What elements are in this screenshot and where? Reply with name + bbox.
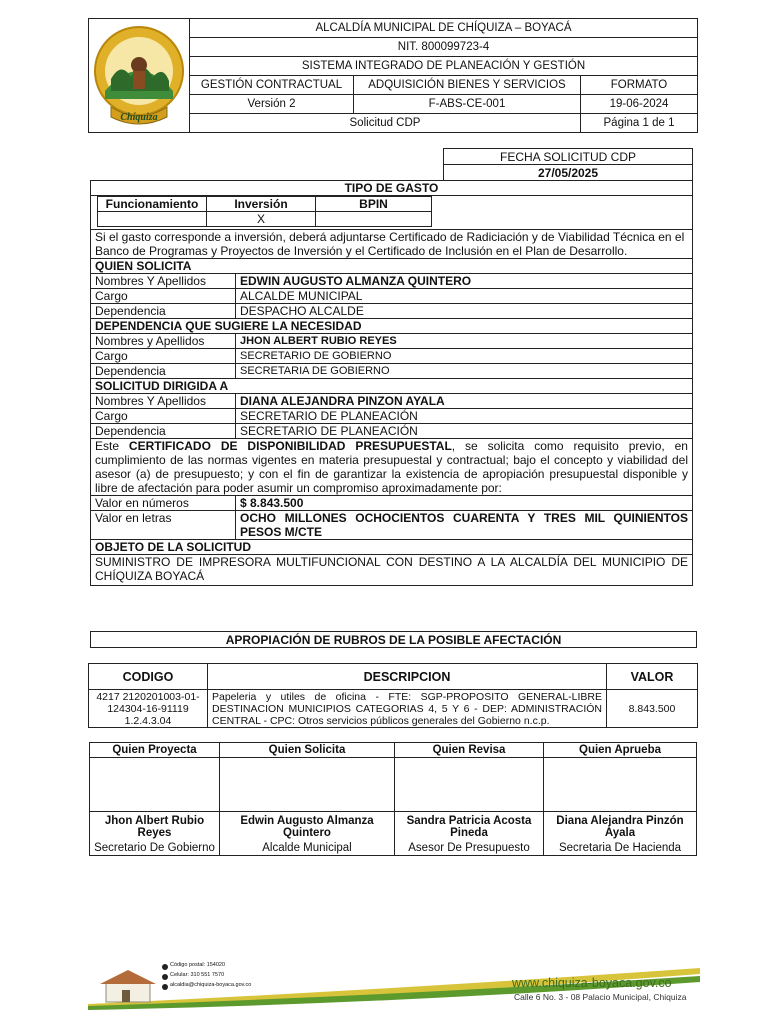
process-name: GESTIÓN CONTRACTUAL bbox=[190, 76, 354, 95]
subprocess-name: ADQUISICIÓN BIENES Y SERVICIOS bbox=[354, 76, 581, 95]
request-date-label: FECHA SOLICITUD CDP bbox=[444, 149, 693, 165]
requester-role: ALCALDE MUNICIPAL bbox=[236, 289, 693, 304]
suggesting-table bbox=[91, 334, 692, 378]
investment-note: Si el gasto corresponde a inversión, deberá adjuntarse Certificado de Radiciación y de Viabilidad Técnica en el Banco de Programas y Proyectos de Inversión y el Certificado de Inclusión en el Plan de Desarrollo. bbox=[91, 230, 693, 259]
statement-pre: Este bbox=[95, 439, 129, 453]
directed-role: SECRETARIO DE PLANEACIÓN bbox=[236, 409, 693, 424]
page-number: Página 1 de 1 bbox=[581, 114, 698, 133]
request-date-box bbox=[443, 148, 693, 181]
amount-num: $ 8.843.500 bbox=[236, 496, 693, 511]
requester-dep-label: Dependencia bbox=[91, 304, 236, 319]
entity-name: ALCALDÍA MUNICIPAL DE CHÍQUIZA – BOYACÁ bbox=[190, 19, 698, 38]
suggesting-title: DEPENDENCIA QUE SUGIERE LA NECESIDAD bbox=[91, 319, 693, 334]
postal-code: Código postal: 154020 bbox=[170, 962, 226, 968]
sig-header-revisa: Quien Revisa bbox=[395, 743, 544, 758]
footer bbox=[88, 960, 700, 1010]
sig-role-aprueba: Secretaria De Hacienda bbox=[544, 842, 697, 856]
rubros-header-desc: DESCRIPCION bbox=[208, 664, 607, 690]
format-date: 19-06-2024 bbox=[581, 95, 698, 114]
cdp-form bbox=[90, 180, 693, 586]
directed-title: SOLICITUD DIRIGIDA A bbox=[91, 379, 693, 394]
statement-bold: CERTIFICADO DE DISPONIBILIDAD PRESUPUESTAL bbox=[128, 439, 452, 453]
sig-name-aprueba: Diana Alejandra Pinzón Ayala bbox=[544, 812, 697, 842]
directed-dep-label: Dependencia bbox=[91, 424, 236, 439]
funcionamiento-mark bbox=[98, 212, 207, 227]
directed-dep: SECRETARIO DE PLANEACIÓN bbox=[236, 424, 693, 439]
statement-text bbox=[91, 439, 693, 496]
phone-number: Celular: 310 551 7570 bbox=[170, 972, 225, 978]
document-name: Solicitud CDP bbox=[190, 114, 581, 133]
email-icon bbox=[162, 984, 168, 990]
requester-name: EDWIN AUGUSTO ALMANZA QUINTERO bbox=[236, 274, 693, 289]
rubro-value: 8.843.500 bbox=[607, 690, 698, 728]
requester-dep: DESPACHO ALCALDE bbox=[236, 304, 693, 319]
signature-space bbox=[544, 758, 697, 812]
header-table bbox=[88, 18, 698, 133]
rubro-desc: Papeleria y utiles de oficina - FTE: SGP-PROPOSITO GENERAL-LIBRE DESTINACION MUNICIPIOS CATEGORIAS 4, 5 Y 6 - DEP: ADMINISTRACIÓN CENTRAL - CPC: Otros servicios públicos generales del Gobierno n.c.p. bbox=[208, 690, 607, 728]
email-link[interactable]: alcaldia@chiquiza-boyaca.gov.co bbox=[170, 982, 252, 988]
requester-table bbox=[91, 274, 692, 318]
requester-name-label: Nombres Y Apellidos bbox=[91, 274, 236, 289]
sig-header-proyecta: Quien Proyecta bbox=[90, 743, 220, 758]
suggesting-name-label: Nombres y Apellidos bbox=[91, 334, 236, 349]
sig-role-solicita: Alcalde Municipal bbox=[220, 842, 395, 856]
bpin-value bbox=[316, 212, 432, 227]
suggesting-dep-label: Dependencia bbox=[91, 364, 236, 379]
directed-table bbox=[91, 394, 692, 438]
object-title: OBJETO DE LA SOLICITUD bbox=[91, 540, 693, 555]
appropriation-title-box bbox=[90, 631, 697, 648]
requester-title: QUIEN SOLICITA bbox=[91, 259, 693, 274]
phone-icon bbox=[162, 974, 168, 980]
sig-name-revisa: Sandra Patricia Acosta Pineda bbox=[395, 812, 544, 842]
municipal-seal-logo bbox=[91, 21, 187, 127]
website-link[interactable]: www.chiquiza-boyaca.gov.co bbox=[512, 976, 672, 990]
sig-header-aprueba: Quien Aprueba bbox=[544, 743, 697, 758]
format-label: FORMATO bbox=[581, 76, 698, 95]
system-name: SISTEMA INTEGRADO DE PLANEACIÓN Y GESTIÓN bbox=[190, 57, 698, 76]
signature-space bbox=[395, 758, 544, 812]
amount-table bbox=[91, 496, 692, 539]
requester-role-label: Cargo bbox=[91, 289, 236, 304]
suggesting-role-label: Cargo bbox=[91, 349, 236, 364]
inversion-mark: X bbox=[207, 212, 316, 227]
object-text: SUMINISTRO DE IMPRESORA MULTIFUNCIONAL CON DESTINO A LA ALCALDÍA DEL MUNICIPIO DE CHÍQUIZA BOYACÁ bbox=[91, 555, 693, 586]
sig-header-solicita: Quien Solicita bbox=[220, 743, 395, 758]
logo-cell bbox=[89, 19, 190, 133]
expense-type-grid bbox=[97, 196, 432, 227]
statement-post: , se solicita como requisito previo, en cumplimiento de las normas vigentes en materia presupuestal y contractual; bajo el concepto y viabilidad del asesor (a) de presupuesto; y con el fin de garantizar la existencia de apropiación presupuestal disponible y libre de afectación para poder asumir un compromiso aproximadamente por: bbox=[95, 439, 688, 495]
sig-role-proyecta: Secretario De Gobierno bbox=[90, 842, 220, 856]
col-bpin: BPIN bbox=[316, 197, 432, 212]
appropriation-title: APROPIACIÓN DE RUBROS DE LA POSIBLE AFECTACIÓN bbox=[91, 632, 697, 648]
version: Versión 2 bbox=[190, 95, 354, 114]
col-inversion: Inversión bbox=[207, 197, 316, 212]
suggesting-name: JHON ALBERT RUBIO REYES bbox=[236, 334, 693, 349]
directed-name-label: Nombres Y Apellidos bbox=[91, 394, 236, 409]
footer-address: Calle 6 No. 3 - 08 Palacio Municipal, Chiquiza bbox=[514, 992, 687, 1002]
suggesting-dep: SECRETARIA DE GOBIERNO bbox=[236, 364, 693, 379]
rubros-table bbox=[88, 663, 698, 728]
rubro-code: 4217 2120201003-01-124304-16-91119 1.2.4.3.04 bbox=[89, 690, 208, 728]
directed-name: DIANA ALEJANDRA PINZON AYALA bbox=[236, 394, 693, 409]
postal-icon bbox=[162, 964, 168, 970]
signatures-table bbox=[89, 742, 697, 856]
logo-text: Chíquiza bbox=[120, 112, 158, 123]
signature-space bbox=[90, 758, 220, 812]
signature-space bbox=[220, 758, 395, 812]
sig-role-revisa: Asesor De Presupuesto bbox=[395, 842, 544, 856]
sig-name-proyecta: Jhon Albert Rubio Reyes bbox=[90, 812, 220, 842]
directed-role-label: Cargo bbox=[91, 409, 236, 424]
format-code: F-ABS-CE-001 bbox=[354, 95, 581, 114]
sig-name-solicita: Edwin Augusto Almanza Quintero bbox=[220, 812, 395, 842]
request-date-value: 27/05/2025 bbox=[444, 165, 693, 181]
amount-words-label: Valor en letras bbox=[91, 511, 236, 540]
col-funcionamiento: Funcionamiento bbox=[98, 197, 207, 212]
rubros-header-value: VALOR bbox=[607, 664, 698, 690]
rubros-header-code: CODIGO bbox=[89, 664, 208, 690]
suggesting-role: SECRETARIO DE GOBIERNO bbox=[236, 349, 693, 364]
expense-type-cell bbox=[91, 196, 693, 230]
expense-type-title: TIPO DE GASTO bbox=[91, 181, 693, 196]
table-row bbox=[89, 690, 698, 728]
amount-words: OCHO MILLONES OCHOCIENTOS CUARENTA Y TRES MIL QUINIENTOS PESOS M/CTE bbox=[236, 511, 693, 540]
amount-num-label: Valor en números bbox=[91, 496, 236, 511]
entity-nit: NIT. 800099723-4 bbox=[190, 38, 698, 57]
